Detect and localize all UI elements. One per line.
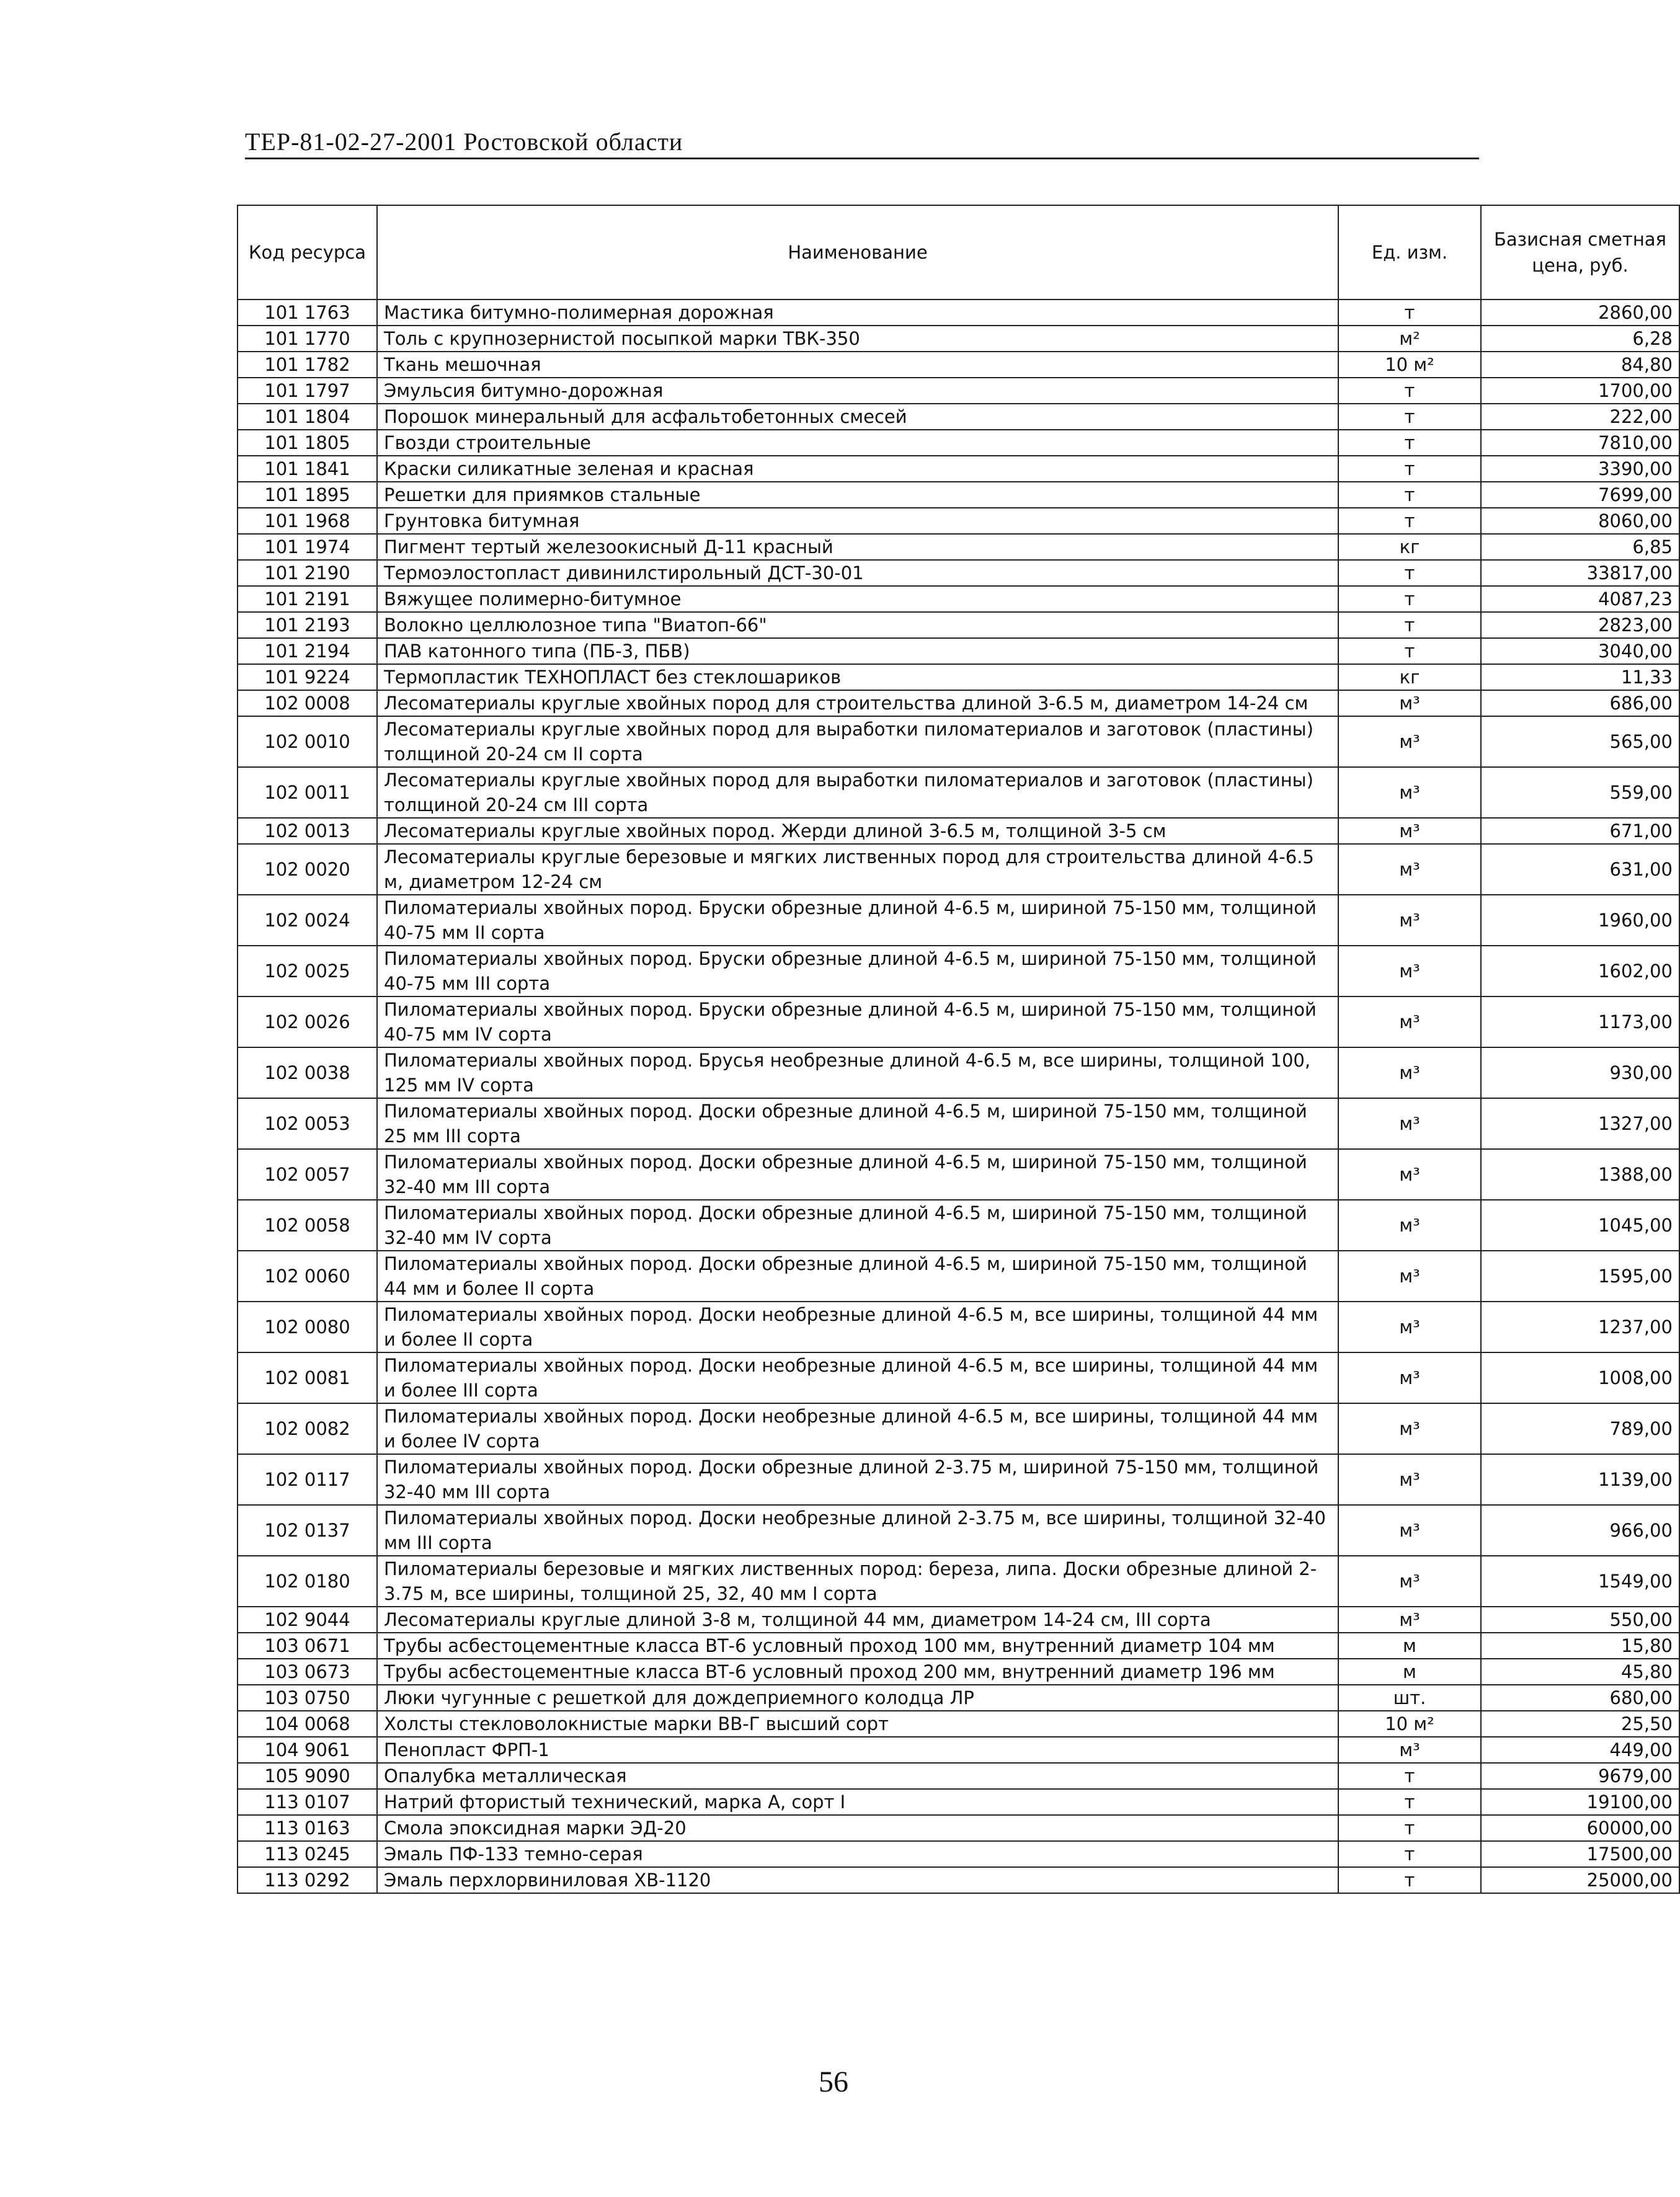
cell-code: 102 0180	[238, 1556, 377, 1607]
cell-price: 222,00	[1481, 404, 1679, 430]
cell-name: Лесоматериалы круглые хвойных пород для выработки пиломатериалов и заготовок (пластины) толщиной 20-24 см II сорта	[377, 716, 1338, 767]
cell-code: 101 2191	[238, 586, 377, 612]
cell-unit: шт.	[1338, 1685, 1481, 1711]
cell-code: 103 0673	[238, 1659, 377, 1685]
cell-price: 671,00	[1481, 818, 1679, 844]
table-row	[238, 378, 1679, 404]
cell-code: 102 0024	[238, 895, 377, 946]
cell-name: Пиломатериалы хвойных пород. Доски обрезные длиной 4-6.5 м, шириной 75-150 мм, толщиной 25 мм III сорта	[377, 1098, 1338, 1149]
cell-price: 449,00	[1481, 1737, 1679, 1763]
cell-unit: м³	[1338, 716, 1481, 767]
cell-code: 101 1974	[238, 534, 377, 560]
cell-name: Лесоматериалы круглые длиной 3-8 м, толщиной 44 мм, диаметром 14-24 см, III сорта	[377, 1607, 1338, 1633]
cell-name: Термоэлостопласт дивинилстирольный ДСТ-30-01	[377, 560, 1338, 586]
table-row	[238, 895, 1679, 946]
cell-name: Люки чугунные с решеткой для дождеприемного колодца ЛР	[377, 1685, 1338, 1711]
cell-price: 6,85	[1481, 534, 1679, 560]
cell-name: Лесоматериалы круглые березовые и мягких лиственных пород для строительства длиной 4-6.5 м, диаметром 12-24 см	[377, 844, 1338, 895]
table-header-row	[238, 205, 1679, 300]
cell-price: 631,00	[1481, 844, 1679, 895]
cell-price: 9679,00	[1481, 1763, 1679, 1789]
cell-price: 930,00	[1481, 1047, 1679, 1098]
cell-unit: м³	[1338, 1200, 1481, 1251]
cell-unit: т	[1338, 404, 1481, 430]
table-row	[238, 1815, 1679, 1841]
cell-code: 101 1763	[238, 300, 377, 326]
cell-unit: т	[1338, 586, 1481, 612]
cell-name: Пиломатериалы хвойных пород. Доски необрезные длиной 4-6.5 м, все ширины, толщиной 44 мм и более II сорта	[377, 1302, 1338, 1352]
resource-price-table	[237, 205, 1680, 1894]
cell-code: 101 1804	[238, 404, 377, 430]
document-header: ТЕР-81-02-27-2001 Ростовской области	[245, 127, 1479, 159]
cell-unit: 10 м²	[1338, 352, 1481, 378]
cell-name: Грунтовка битумная	[377, 508, 1338, 534]
cell-code: 102 0060	[238, 1251, 377, 1302]
cell-price: 1045,00	[1481, 1200, 1679, 1251]
table-row	[238, 300, 1679, 326]
cell-unit: м³	[1338, 1047, 1481, 1098]
cell-price: 2860,00	[1481, 300, 1679, 326]
table-row	[238, 1633, 1679, 1659]
cell-name: Пенопласт ФРП-1	[377, 1737, 1338, 1763]
cell-unit: м³	[1338, 818, 1481, 844]
table-row	[238, 586, 1679, 612]
cell-name: Эмаль ПФ-133 темно-серая	[377, 1841, 1338, 1867]
cell-unit: м²	[1338, 326, 1481, 352]
table-row	[238, 1711, 1679, 1737]
table-row	[238, 508, 1679, 534]
cell-unit: т	[1338, 482, 1481, 508]
cell-price: 25,50	[1481, 1711, 1679, 1737]
cell-unit: т	[1338, 300, 1481, 326]
cell-unit: м³	[1338, 1505, 1481, 1556]
cell-name: Пиломатериалы хвойных пород. Доски необрезные длиной 2-3.75 м, все ширины, толщиной 32-40 мм III сорта	[377, 1505, 1338, 1556]
cell-unit: т	[1338, 378, 1481, 404]
header-unit: Ед. изм.	[1338, 205, 1481, 300]
cell-name: Пиломатериалы хвойных пород. Бруски обрезные длиной 4-6.5 м, шириной 75-150 мм, толщиной 40-75 мм IV сорта	[377, 996, 1338, 1047]
cell-name: Пиломатериалы хвойных пород. Доски обрезные длиной 2-3.75 м, шириной 75-150 мм, толщиной 32-40 мм III сорта	[377, 1454, 1338, 1505]
cell-code: 102 0058	[238, 1200, 377, 1251]
cell-code: 102 0020	[238, 844, 377, 895]
table-row	[238, 1047, 1679, 1098]
table-row	[238, 844, 1679, 895]
cell-price: 1139,00	[1481, 1454, 1679, 1505]
table-body	[238, 300, 1679, 1893]
cell-unit: т	[1338, 508, 1481, 534]
cell-unit: т	[1338, 612, 1481, 638]
cell-price: 565,00	[1481, 716, 1679, 767]
cell-unit: т	[1338, 456, 1481, 482]
table-row	[238, 1302, 1679, 1352]
cell-unit: м³	[1338, 946, 1481, 996]
cell-name: Решетки для приямков стальные	[377, 482, 1338, 508]
cell-price: 1237,00	[1481, 1302, 1679, 1352]
cell-price: 15,80	[1481, 1633, 1679, 1659]
cell-code: 101 1841	[238, 456, 377, 482]
cell-price: 1549,00	[1481, 1556, 1679, 1607]
cell-name: Холсты стекловолокнистые марки ВВ-Г высший сорт	[377, 1711, 1338, 1737]
cell-name: Смола эпоксидная марки ЭД-20	[377, 1815, 1338, 1841]
cell-name: Пиломатериалы хвойных пород. Доски необрезные длиной 4-6.5 м, все ширины, толщиной 44 мм и более III сорта	[377, 1352, 1338, 1403]
table-row	[238, 818, 1679, 844]
cell-code: 104 9061	[238, 1737, 377, 1763]
cell-code: 102 0010	[238, 716, 377, 767]
cell-code: 101 9224	[238, 664, 377, 690]
page-number: 56	[819, 2066, 848, 2098]
cell-code: 113 0107	[238, 1789, 377, 1815]
table-row	[238, 1403, 1679, 1454]
cell-price: 33817,00	[1481, 560, 1679, 586]
cell-price: 1700,00	[1481, 378, 1679, 404]
cell-code: 105 9090	[238, 1763, 377, 1789]
cell-price: 8060,00	[1481, 508, 1679, 534]
table-row	[238, 638, 1679, 664]
cell-name: Натрий фтористый технический, марка А, сорт I	[377, 1789, 1338, 1815]
cell-price: 17500,00	[1481, 1841, 1679, 1867]
cell-name: Толь с крупнозернистой посыпкой марки ТВК-350	[377, 326, 1338, 352]
table-row	[238, 456, 1679, 482]
cell-unit: т	[1338, 638, 1481, 664]
cell-unit: кг	[1338, 534, 1481, 560]
cell-unit: м³	[1338, 1403, 1481, 1454]
cell-price: 45,80	[1481, 1659, 1679, 1685]
cell-code: 102 0011	[238, 767, 377, 818]
cell-code: 102 0026	[238, 996, 377, 1047]
cell-code: 103 0671	[238, 1633, 377, 1659]
cell-price: 1173,00	[1481, 996, 1679, 1047]
cell-name: Трубы асбестоцементные класса ВТ-6 условный проход 200 мм, внутренний диаметр 196 мм	[377, 1659, 1338, 1685]
cell-unit: т	[1338, 1789, 1481, 1815]
cell-name: Лесоматериалы круглые хвойных пород для строительства длиной 3-6.5 м, диаметром 14-24 см	[377, 690, 1338, 716]
cell-price: 25000,00	[1481, 1867, 1679, 1893]
cell-price: 2823,00	[1481, 612, 1679, 638]
cell-price: 1388,00	[1481, 1149, 1679, 1200]
table-row	[238, 1352, 1679, 1403]
cell-code: 102 0025	[238, 946, 377, 996]
cell-name: Пигмент тертый железоокисный Д-11 красный	[377, 534, 1338, 560]
table-row	[238, 664, 1679, 690]
table-row	[238, 1200, 1679, 1251]
cell-unit: м³	[1338, 895, 1481, 946]
table-row	[238, 996, 1679, 1047]
cell-name: Пиломатериалы хвойных пород. Бруски обрезные длиной 4-6.5 м, шириной 75-150 мм, толщиной 40-75 мм III сорта	[377, 946, 1338, 996]
table-row	[238, 1505, 1679, 1556]
cell-price: 3040,00	[1481, 638, 1679, 664]
cell-unit: т	[1338, 1815, 1481, 1841]
cell-code: 102 0137	[238, 1505, 377, 1556]
cell-unit: м³	[1338, 1251, 1481, 1302]
cell-code: 101 1770	[238, 326, 377, 352]
cell-code: 102 0008	[238, 690, 377, 716]
cell-name: Опалубка металлическая	[377, 1763, 1338, 1789]
table-row	[238, 1149, 1679, 1200]
cell-name: Вяжущее полимерно-битумное	[377, 586, 1338, 612]
cell-code: 101 1968	[238, 508, 377, 534]
header-name: Наименование	[377, 205, 1338, 300]
cell-code: 113 0245	[238, 1841, 377, 1867]
cell-code: 101 2193	[238, 612, 377, 638]
table-row	[238, 1098, 1679, 1149]
cell-price: 686,00	[1481, 690, 1679, 716]
table-row	[238, 534, 1679, 560]
cell-price: 680,00	[1481, 1685, 1679, 1711]
cell-code: 101 1805	[238, 430, 377, 456]
cell-price: 11,33	[1481, 664, 1679, 690]
cell-code: 102 0082	[238, 1403, 377, 1454]
cell-price: 550,00	[1481, 1607, 1679, 1633]
cell-code: 113 0163	[238, 1815, 377, 1841]
table-row	[238, 1737, 1679, 1763]
cell-code: 102 9044	[238, 1607, 377, 1633]
cell-unit: м³	[1338, 1454, 1481, 1505]
cell-unit: т	[1338, 1867, 1481, 1893]
cell-code: 101 1782	[238, 352, 377, 378]
cell-price: 1960,00	[1481, 895, 1679, 946]
cell-code: 102 0117	[238, 1454, 377, 1505]
table-row	[238, 1556, 1679, 1607]
cell-unit: м³	[1338, 1607, 1481, 1633]
cell-name: Пиломатериалы хвойных пород. Доски необрезные длиной 4-6.5 м, все ширины, толщиной 44 мм и более IV сорта	[377, 1403, 1338, 1454]
table-row	[238, 482, 1679, 508]
table-row	[238, 430, 1679, 456]
cell-unit: т	[1338, 560, 1481, 586]
table-row	[238, 1251, 1679, 1302]
cell-code: 102 0081	[238, 1352, 377, 1403]
cell-name: Ткань мешочная	[377, 352, 1338, 378]
cell-price: 7699,00	[1481, 482, 1679, 508]
table-row	[238, 326, 1679, 352]
cell-unit: м³	[1338, 1352, 1481, 1403]
cell-unit: м³	[1338, 1149, 1481, 1200]
table-row	[238, 1659, 1679, 1685]
table-row	[238, 560, 1679, 586]
table-row	[238, 1454, 1679, 1505]
cell-unit: м³	[1338, 844, 1481, 895]
cell-name: Пиломатериалы хвойных пород. Доски обрезные длиной 4-6.5 м, шириной 75-150 мм, толщиной 32-40 мм III сорта	[377, 1149, 1338, 1200]
header-price: Базисная сметная цена, руб.	[1481, 205, 1679, 300]
cell-price: 3390,00	[1481, 456, 1679, 482]
cell-unit: м	[1338, 1633, 1481, 1659]
cell-code: 113 0292	[238, 1867, 377, 1893]
cell-code: 102 0080	[238, 1302, 377, 1352]
cell-unit: м³	[1338, 1556, 1481, 1607]
cell-unit: т	[1338, 430, 1481, 456]
cell-name: Эмульсия битумно-дорожная	[377, 378, 1338, 404]
cell-price: 1327,00	[1481, 1098, 1679, 1149]
cell-name: Пиломатериалы березовые и мягких лиственных пород: береза, липа. Доски обрезные длиной 2-3.75 м, все ширины, толщиной 25, 32, 40 мм I сорта	[377, 1556, 1338, 1607]
cell-unit: м³	[1338, 1302, 1481, 1352]
cell-name: Гвозди строительные	[377, 430, 1338, 456]
cell-price: 7810,00	[1481, 430, 1679, 456]
cell-code: 101 2194	[238, 638, 377, 664]
cell-price: 1595,00	[1481, 1251, 1679, 1302]
cell-price: 84,80	[1481, 352, 1679, 378]
cell-unit: м³	[1338, 996, 1481, 1047]
cell-code: 101 2190	[238, 560, 377, 586]
table-row	[238, 1685, 1679, 1711]
cell-price: 789,00	[1481, 1403, 1679, 1454]
table-row	[238, 1607, 1679, 1633]
cell-name: Порошок минеральный для асфальтобетонных смесей	[377, 404, 1338, 430]
cell-unit: 10 м²	[1338, 1711, 1481, 1737]
cell-price: 1008,00	[1481, 1352, 1679, 1403]
cell-unit: м³	[1338, 767, 1481, 818]
table-row	[238, 690, 1679, 716]
cell-code: 102 0038	[238, 1047, 377, 1098]
cell-unit: м	[1338, 1659, 1481, 1685]
cell-name: Мастика битумно-полимерная дорожная	[377, 300, 1338, 326]
table-row	[238, 404, 1679, 430]
cell-unit: т	[1338, 1763, 1481, 1789]
cell-price: 966,00	[1481, 1505, 1679, 1556]
cell-name: Краски силикатные зеленая и красная	[377, 456, 1338, 482]
cell-code: 101 1797	[238, 378, 377, 404]
table-row	[238, 1867, 1679, 1893]
cell-unit: м³	[1338, 1737, 1481, 1763]
cell-name: Термопластик ТЕХНОПЛАСТ без стеклошариков	[377, 664, 1338, 690]
cell-name: Пиломатериалы хвойных пород. Доски обрезные длиной 4-6.5 м, шириной 75-150 мм, толщиной 32-40 мм IV сорта	[377, 1200, 1338, 1251]
cell-code: 103 0750	[238, 1685, 377, 1711]
cell-name: ПАВ катонного типа (ПБ-3, ПБВ)	[377, 638, 1338, 664]
cell-price: 60000,00	[1481, 1815, 1679, 1841]
table-row	[238, 352, 1679, 378]
table-row	[238, 767, 1679, 818]
cell-unit: т	[1338, 1841, 1481, 1867]
cell-name: Эмаль перхлорвиниловая ХВ-1120	[377, 1867, 1338, 1893]
cell-name: Пиломатериалы хвойных пород. Бруски обрезные длиной 4-6.5 м, шириной 75-150 мм, толщиной 40-75 мм II сорта	[377, 895, 1338, 946]
cell-code: 104 0068	[238, 1711, 377, 1737]
table-row	[238, 1841, 1679, 1867]
cell-code: 101 1895	[238, 482, 377, 508]
table-row	[238, 612, 1679, 638]
cell-price: 559,00	[1481, 767, 1679, 818]
cell-unit: кг	[1338, 664, 1481, 690]
cell-unit: м³	[1338, 1098, 1481, 1149]
cell-name: Волокно целлюлозное типа "Виатоп-66"	[377, 612, 1338, 638]
cell-price: 19100,00	[1481, 1789, 1679, 1815]
cell-price: 1602,00	[1481, 946, 1679, 996]
table-row	[238, 716, 1679, 767]
cell-code: 102 0013	[238, 818, 377, 844]
cell-name: Трубы асбестоцементные класса ВТ-6 условный проход 100 мм, внутренний диаметр 104 мм	[377, 1633, 1338, 1659]
cell-name: Лесоматериалы круглые хвойных пород. Жерди длиной 3-6.5 м, толщиной 3-5 см	[377, 818, 1338, 844]
cell-code: 102 0057	[238, 1149, 377, 1200]
cell-name: Пиломатериалы хвойных пород. Доски обрезные длиной 4-6.5 м, шириной 75-150 мм, толщиной 44 мм и более II сорта	[377, 1251, 1338, 1302]
cell-price: 4087,23	[1481, 586, 1679, 612]
table-row	[238, 1789, 1679, 1815]
table-row	[238, 946, 1679, 996]
cell-unit: м³	[1338, 690, 1481, 716]
cell-code: 102 0053	[238, 1098, 377, 1149]
cell-price: 6,28	[1481, 326, 1679, 352]
table-row	[238, 1763, 1679, 1789]
cell-name: Пиломатериалы хвойных пород. Брусья необрезные длиной 4-6.5 м, все ширины, толщиной 100, 125 мм IV сорта	[377, 1047, 1338, 1098]
header-code: Код ресурса	[238, 205, 377, 300]
cell-name: Лесоматериалы круглые хвойных пород для выработки пиломатериалов и заготовок (пластины) толщиной 20-24 см III сорта	[377, 767, 1338, 818]
